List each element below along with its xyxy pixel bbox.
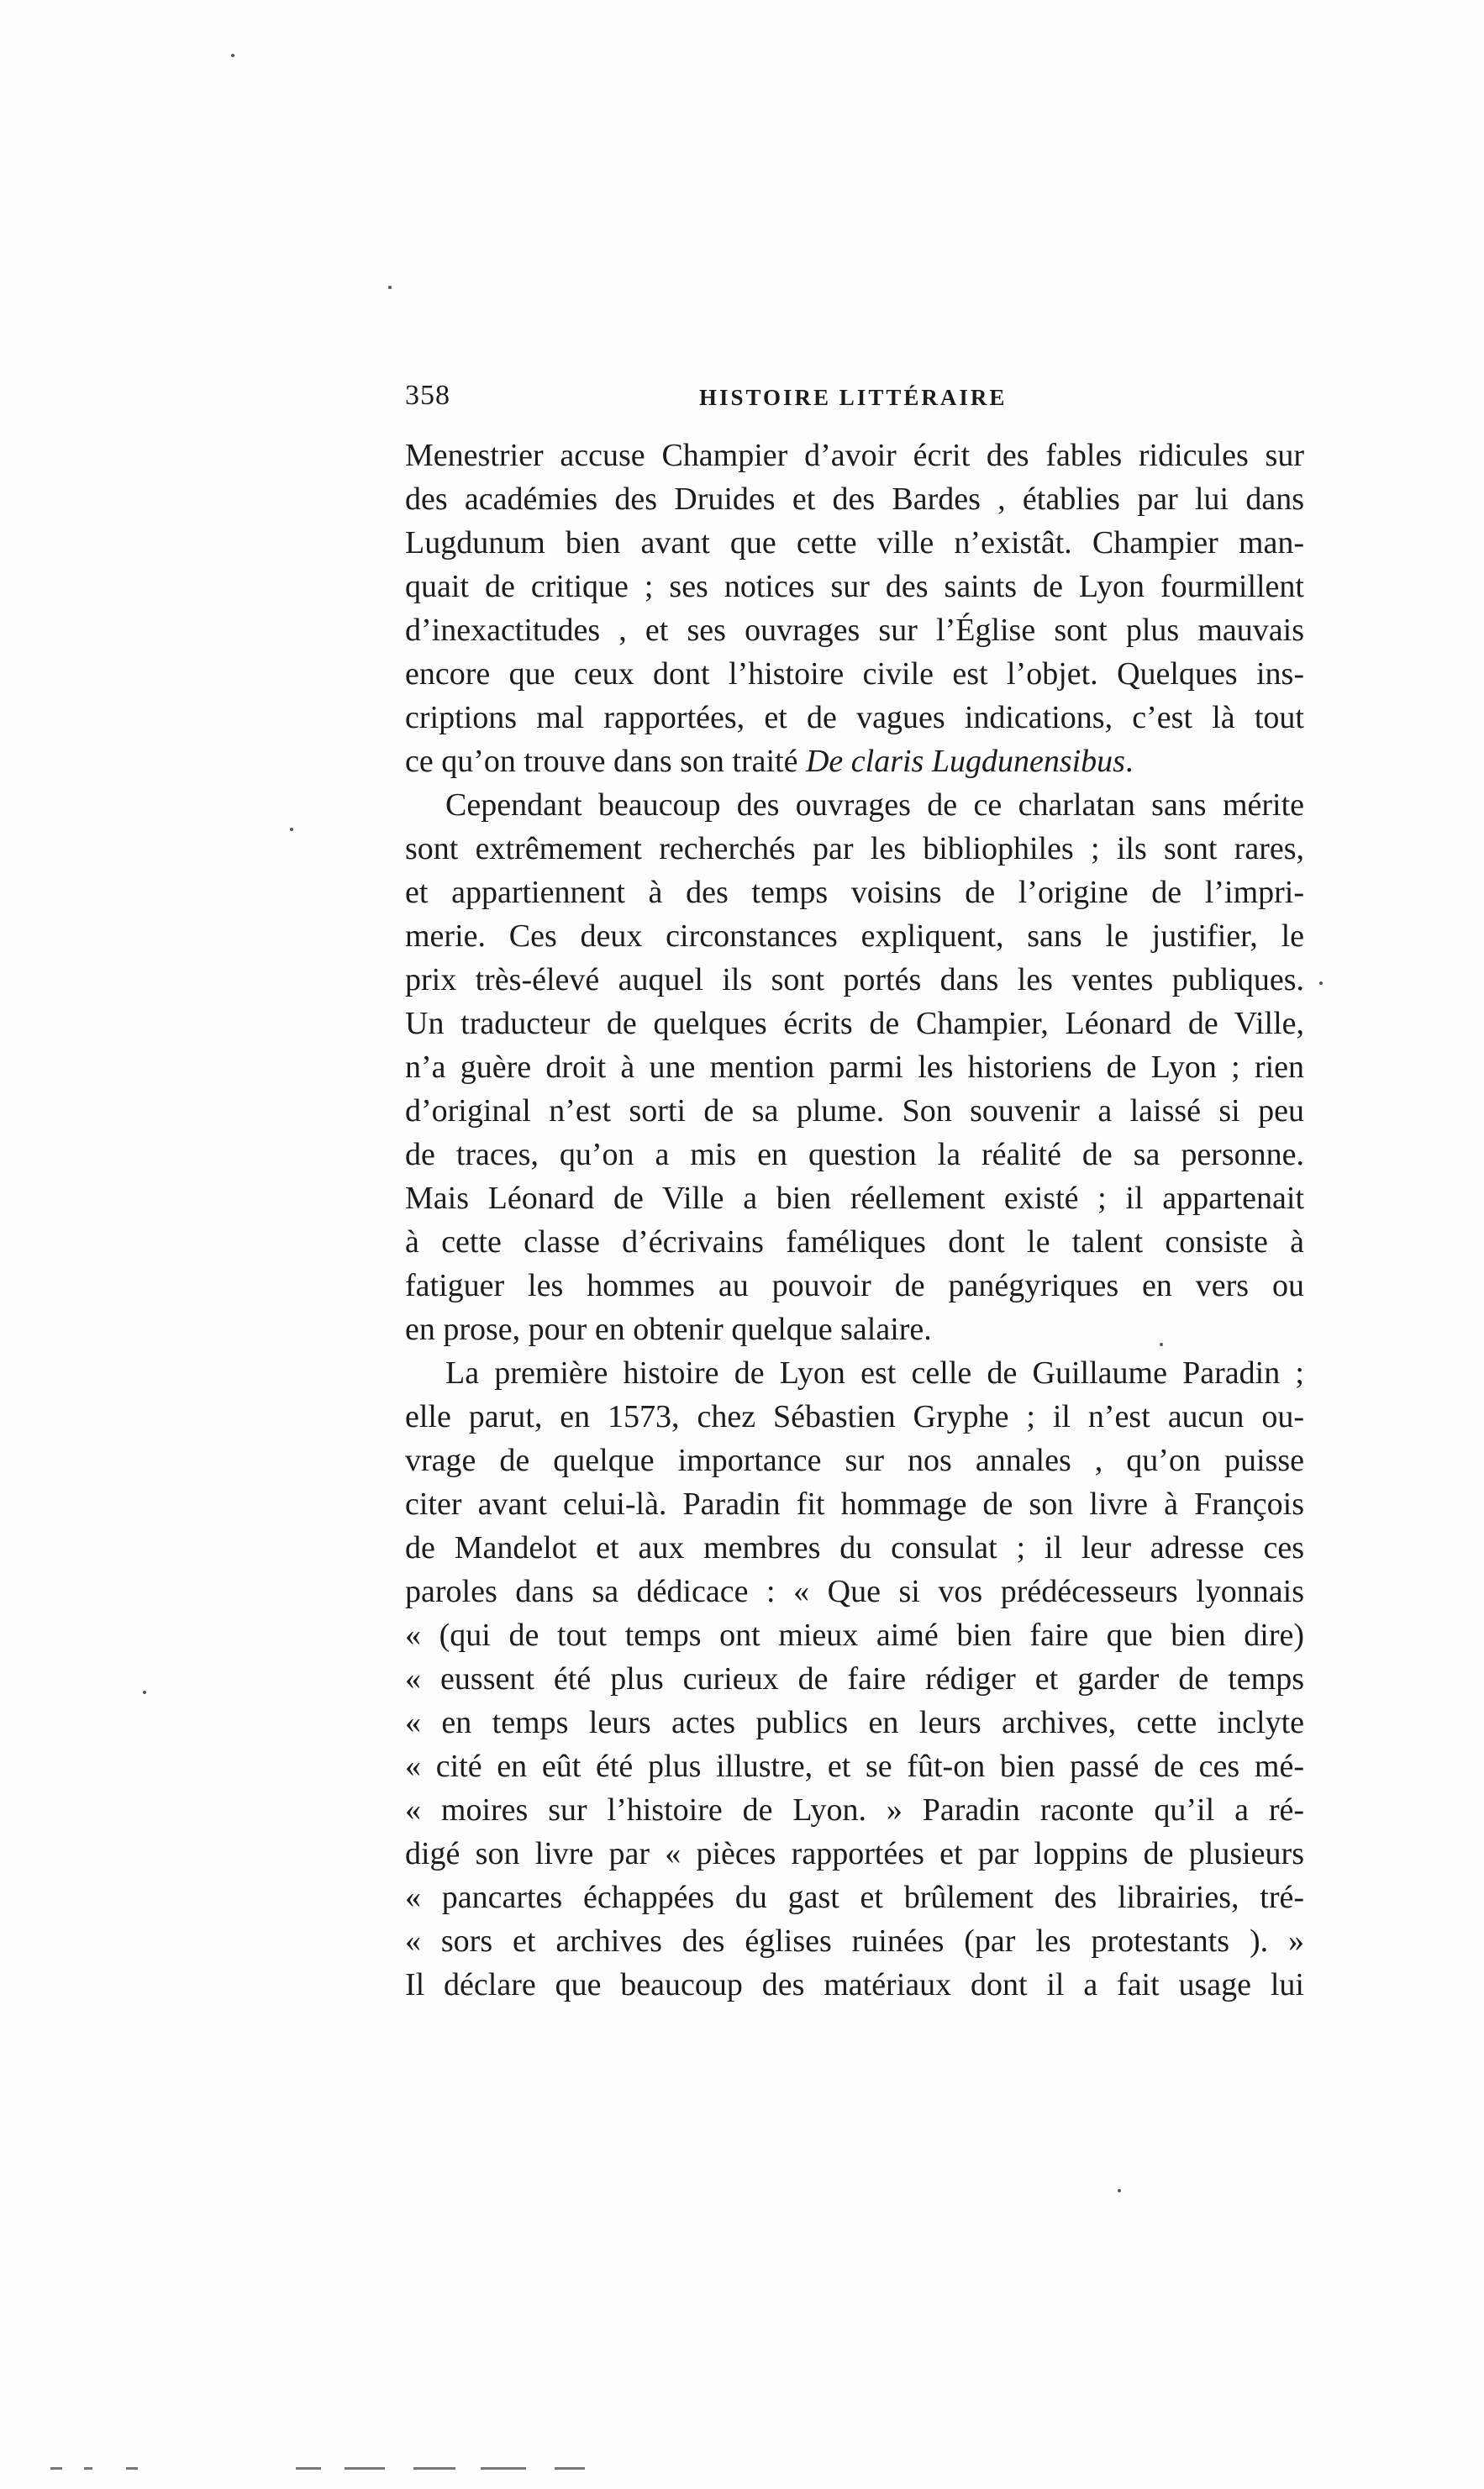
scan-edge-mark: [50, 2467, 62, 2470]
text-line: prix très-élevé auquel ils sont portés dans les ventes publiques.: [405, 962, 1304, 997]
book-title: De claris Lugdunensibus: [805, 744, 1125, 779]
text-line: d’original n’est sorti de sa plume. Son souvenir a laissé si peu: [405, 1093, 1304, 1129]
scan-speck: [143, 1691, 146, 1694]
text-line: des académies des Druides et des Bardes , établies par lui dans: [405, 481, 1304, 517]
scan-edge-mark: [481, 2467, 526, 2470]
body-text: [405, 434, 1304, 2007]
text-line: « en temps leurs actes publics en leurs archives, cette inclyte: [405, 1705, 1304, 1740]
scan-edge-mark: [126, 2467, 138, 2470]
scan-speck: [231, 54, 234, 57]
text-line: La première histoire de Lyon est celle de Guillaume Paradin ;: [445, 1355, 1304, 1391]
scan-edge-mark: [345, 2467, 385, 2470]
scan-speck: [290, 828, 293, 831]
text-line: Mais Léonard de Ville a bien réellement existé ; il appartenait: [405, 1181, 1304, 1216]
text-line: de Mandelot et aux membres du consulat ; il leur adresse ces: [405, 1530, 1304, 1565]
text-line: « (qui de tout temps ont mieux aimé bien faire que bien dire): [405, 1618, 1304, 1653]
scan-edge-mark: [413, 2467, 455, 2470]
scan-speck: [388, 286, 392, 289]
text-line: citer avant celui-là. Paradin fit hommage de son livre à François: [405, 1487, 1304, 1522]
text-line: Il déclare que beaucoup des matériaux dont il a fait usage lui: [405, 1967, 1304, 2002]
text-line: d’inexactitudes , et ses ouvrages sur l’Église sont plus mauvais: [405, 613, 1304, 648]
text-line: « eussent été plus curieux de faire rédiger et garder de temps: [405, 1661, 1304, 1697]
scan-speck: [1160, 1343, 1163, 1346]
text-line: criptions mal rapportées, et de vagues indications, c’est là tout: [405, 700, 1304, 735]
page-number: 358: [405, 380, 450, 411]
text-line: Un traducteur de quelques écrits de Champier, Léonard de Ville,: [405, 1006, 1304, 1041]
text-line: fatiguer les hommes au pouvoir de panégyriques en vers ou: [405, 1268, 1304, 1303]
text-line: Menestrier accuse Champier d’avoir écrit des fables ridicules sur: [405, 438, 1304, 473]
text-line: « sors et archives des églises ruinées (par les protestants ). »: [405, 1923, 1304, 1959]
scan-edge-mark: [84, 2467, 92, 2470]
scan-edge-mark: [555, 2467, 585, 2470]
text-line: « cité en eût été plus illustre, et se fût-on bien passé de ces mé-: [405, 1749, 1304, 1784]
text-line: sont extrêmement recherchés par les bibliophiles ; ils sont rares,: [405, 831, 1304, 866]
text-line: Cependant beaucoup des ouvrages de ce charlatan sans mérite: [445, 787, 1304, 823]
text-line: elle parut, en 1573, chez Sébastien Gryphe ; il n’est aucun ou-: [405, 1399, 1304, 1434]
text-line: quait de critique ; ses notices sur des saints de Lyon fourmillent: [405, 569, 1304, 604]
scan-speck: [1319, 981, 1323, 985]
text-line: et appartiennent à des temps voisins de l’origine de l’impri-: [405, 875, 1304, 910]
text-line: « moires sur l’histoire de Lyon. » Paradin raconte qu’il a ré-: [405, 1792, 1304, 1828]
text-line: paroles dans sa dédicace : « Que si vos prédécesseurs lyonnais: [405, 1574, 1304, 1609]
scan-speck: [1118, 2189, 1121, 2192]
scan-edge-marks: [50, 2467, 639, 2472]
text-line: « pancartes échappées du gast et brûlement des librairies, tré-: [405, 1880, 1304, 1915]
text-line: digé son livre par « pièces rapportées et par loppins de plusieurs: [405, 1836, 1304, 1871]
text-line: Lugdunum bien avant que cette ville n’existât. Champier man-: [405, 525, 1304, 560]
page-header: [405, 380, 1304, 422]
text-line: de traces, qu’on a mis en question la réalité de sa personne.: [405, 1137, 1304, 1172]
text-line: ce qu’on trouve dans son traité De claris Lugdunensibus.: [405, 744, 1134, 779]
text-line: n’a guère droit à une mention parmi les historiens de Lyon ; rien: [405, 1050, 1304, 1085]
text-line: vrage de quelque importance sur nos annales , qu’on puisse: [405, 1443, 1304, 1478]
scan-edge-mark: [296, 2467, 321, 2470]
running-title: HISTOIRE LITTÉRAIRE: [699, 385, 1008, 410]
text-line: en prose, pour en obtenir quelque salaire.: [405, 1312, 932, 1347]
text-line: merie. Ces deux circonstances expliquent, sans le justifier, le: [405, 918, 1304, 954]
text-line: encore que ceux dont l’histoire civile est l’objet. Quelques ins-: [405, 656, 1304, 692]
text-line: à cette classe d’écrivains faméliques dont le talent consiste à: [405, 1224, 1304, 1260]
